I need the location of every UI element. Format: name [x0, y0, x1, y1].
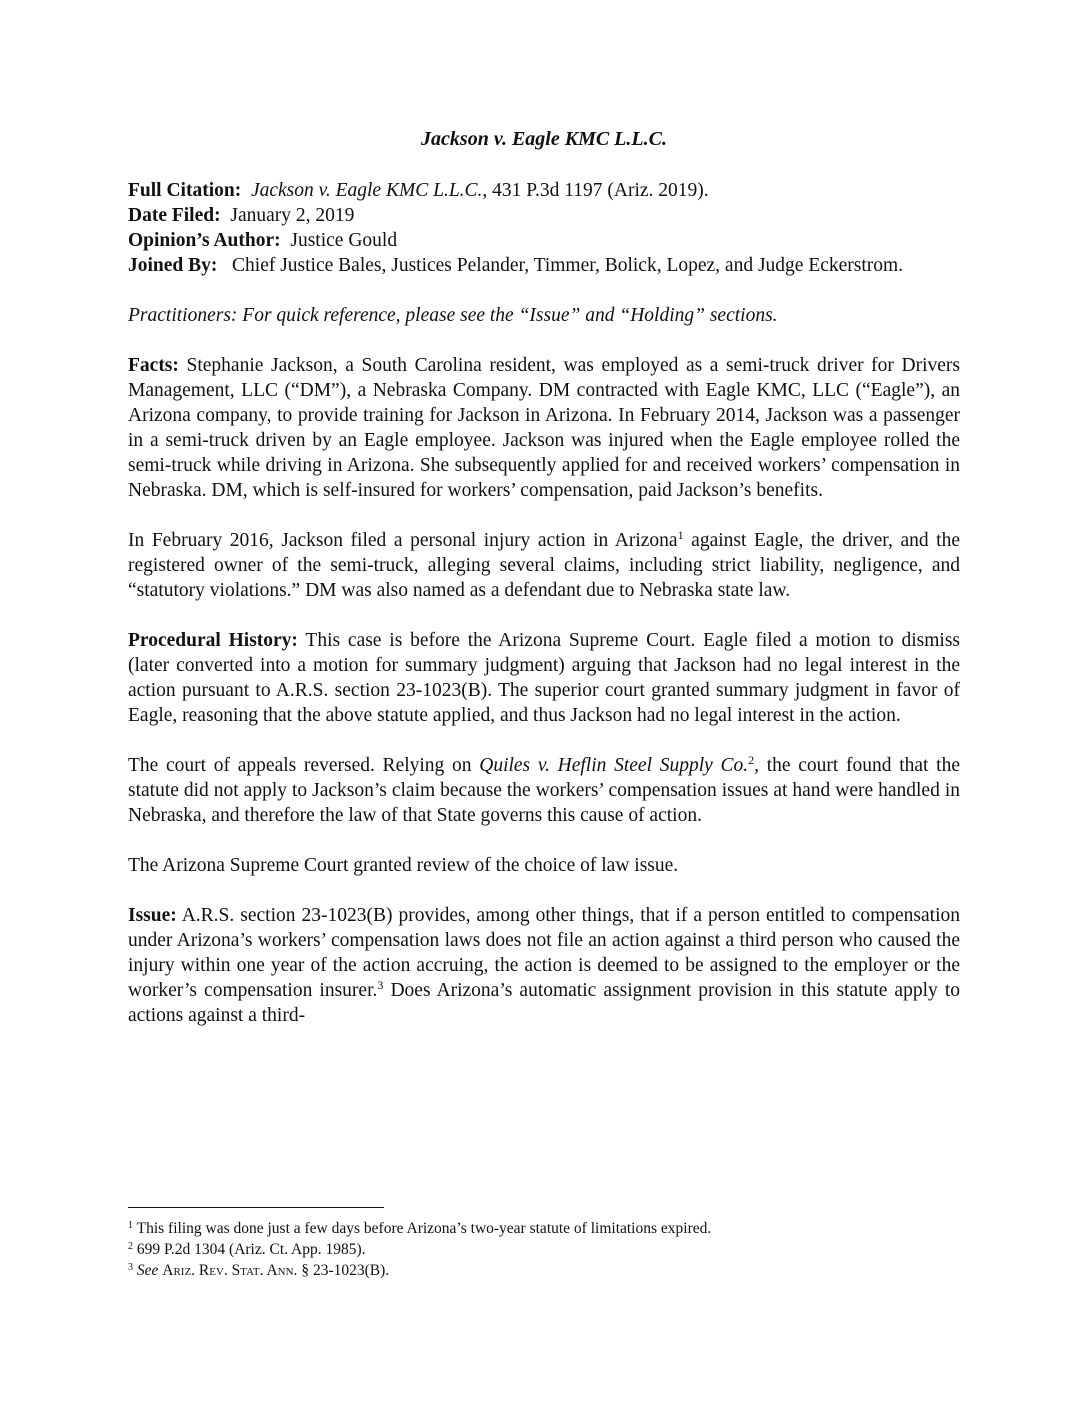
procedural-history-label: Procedural History:	[128, 630, 298, 651]
date-filed-value: January 2, 2019	[230, 205, 355, 226]
full-citation-label: Full Citation:	[128, 180, 242, 201]
issue-label: Issue:	[128, 905, 177, 926]
footnote-2-text: 699 P.2d 1304 (Ariz. Ct. App. 1985).	[136, 1241, 366, 1258]
facts-text: Stephanie Jackson, a South Carolina resident, was employed as a semi-truck driver for Drivers Management, LLC (“DM”), a Nebraska Company. DM contracted with Eagle KMC, LLC (“Eagle”), an Arizona company, to provide training for Jackson in Arizona. In February 2014, Jackson was a passenger in a semi-truck driven by an Eagle employee. Jackson was injured when the Eagle employee rolled the semi-truck while driving in Arizona. She subsequently applied for and received workers’ compensation in Nebraska. DM, which is self-insured for workers’ compensation, paid Jackson’s benefits.	[128, 355, 961, 501]
issue-text-after: Does Arizona’s automatic assignment provision in this statute apply to actions against a third-	[128, 980, 960, 1026]
facts-paragraph	[128, 353, 960, 503]
facts-paragraph-2	[128, 528, 960, 603]
footnote-3-see: See	[136, 1262, 159, 1279]
footnote-ref-1[interactable]: 1	[677, 528, 684, 542]
full-citation-line	[128, 178, 960, 203]
procedural-history-text: This case is before the Arizona Supreme Court. Eagle filed a motion to dismiss (later converted into a motion for summary judgment) arguing that Jackson had no legal interest in the action pursuant to A.R.S. section 23-1023(B). The superior court granted summary judgment in favor of Eagle, reasoning that the above statute applied, and thus Jackson had no legal interest in the action.	[128, 630, 961, 726]
footnote-2-number: 2	[128, 1241, 133, 1252]
footnote-3	[128, 1260, 960, 1281]
full-citation-rest: , 431 P.3d 1197 (Ariz. 2019).	[482, 180, 709, 201]
facts-p2-after: against Eagle, the driver, and the registered owner of the semi-truck, alleging several claims, including strict liability, negligence, and “statutory violations.” DM was also named as a defendant due to Nebraska state law.	[128, 530, 961, 601]
footnote-3-number: 3	[128, 1262, 133, 1273]
procedural-p2-after: , the court found that the statute did not apply to Jackson’s claim because the workers’ compensation issues at hand were handled in Nebraska, and therefore the law of that State governs this cause of action.	[128, 755, 960, 826]
procedural-p2-before: The court of appeals reversed. Relying on	[128, 755, 480, 776]
footnote-2	[128, 1239, 960, 1260]
footnote-3-statute: Ariz. Rev. Stat. Ann.	[162, 1262, 298, 1279]
date-filed-label: Date Filed:	[128, 205, 221, 226]
author-label: Opinion’s Author:	[128, 230, 281, 251]
procedural-history-paragraph-2	[128, 753, 960, 828]
practitioners-note: Practitioners: For quick reference, please see the “Issue” and “Holding” sections.	[128, 305, 778, 326]
procedural-history-paragraph-3: The Arizona Supreme Court granted review of the choice of law issue.	[128, 855, 679, 876]
footnote-ref-3[interactable]: 3	[377, 978, 384, 992]
procedural-history-paragraph	[128, 628, 960, 728]
joined-by-label: Joined By:	[128, 255, 218, 276]
joined-by-value: Chief Justice Bales, Justices Pelander, Timmer, Bolick, Lopez, and Judge Eckerstrom.	[232, 255, 904, 276]
footnote-divider	[128, 1207, 384, 1208]
case-title: Jackson v. Eagle KMC L.L.C.	[421, 128, 667, 150]
quiles-case-name: Quiles v. Heflin Steel Supply Co.	[479, 755, 749, 776]
date-filed-line	[128, 203, 960, 228]
footnote-3-section: § 23-1023(B).	[301, 1262, 390, 1279]
footnotes	[128, 1218, 960, 1281]
footnote-ref-2[interactable]: 2	[748, 753, 755, 767]
footnote-1-text: This filing was done just a few days before Arizona’s two-year statute of limitations expired.	[136, 1220, 712, 1237]
facts-label: Facts:	[128, 355, 179, 376]
document-body	[128, 178, 960, 1028]
issue-paragraph	[128, 903, 960, 1028]
footnote-1-number: 1	[128, 1220, 133, 1231]
author-value: Justice Gould	[290, 230, 398, 251]
footnote-1	[128, 1218, 960, 1239]
issue-text-before: A.R.S. section 23-1023(B) provides, among other things, that if a person entitled to compensation under Arizona’s workers’ compensation laws does not file an action against a third person who caused the injury within one year of the action accruing, the action is deemed to be assigned to the employer or the worker’s compensation insurer.	[128, 905, 960, 1001]
joined-by-line	[128, 253, 960, 278]
full-citation-case: Jackson v. Eagle KMC L.L.C.	[250, 180, 483, 201]
author-line	[128, 228, 960, 253]
facts-p2-before: In February 2016, Jackson filed a personal injury action in Arizona	[128, 530, 678, 551]
